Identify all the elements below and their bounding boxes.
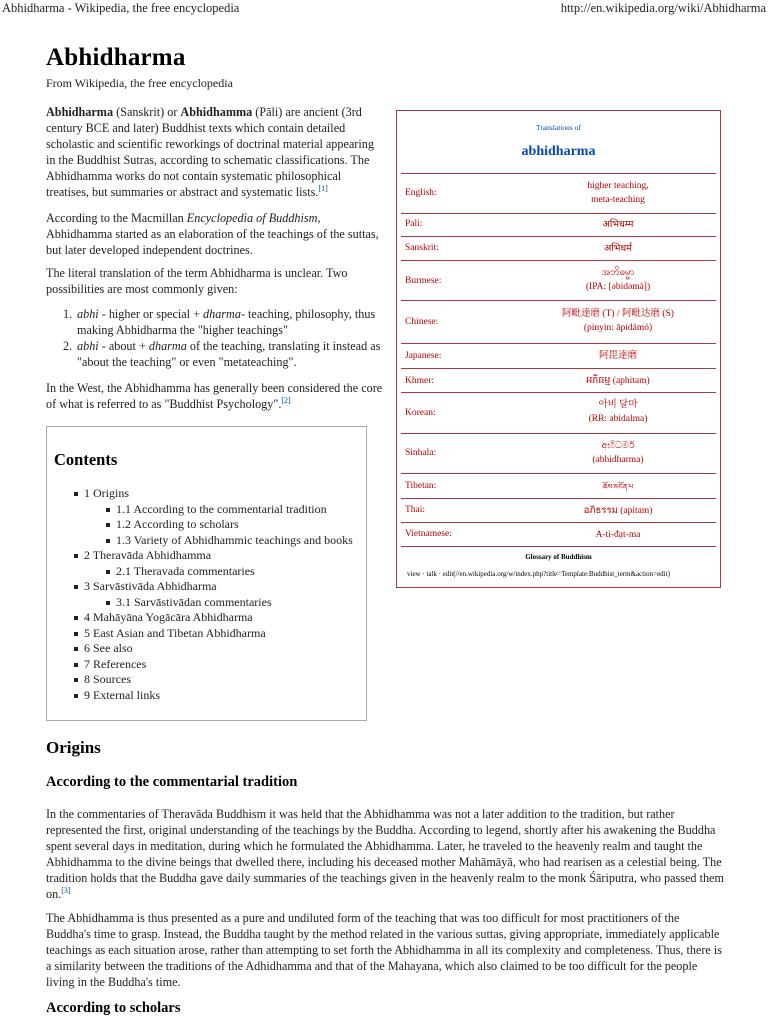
toc-link[interactable]: 4 Mahāyāna Yogācāra Abhidharma (84, 610, 253, 624)
toc-link[interactable]: 9 External links (84, 687, 160, 702)
toc-item-theravada[interactable] (47, 548, 353, 564)
row-key[interactable]: Korean: (405, 408, 436, 418)
ref-2-link[interactable]: [2] (281, 395, 291, 405)
toc-link[interactable]: 3 Sarvāstivāda Abhidharma (84, 579, 217, 593)
subsection-heading-commentarial: According to the commentarial tradition (46, 774, 298, 790)
row-value: อภิธรรม (apitam) (583, 506, 653, 516)
bullet-icon (106, 539, 110, 543)
infobox-row-korean (401, 392, 716, 434)
row-value: अभिधर्म (604, 244, 632, 254)
bullet-icon (106, 508, 110, 512)
commentarial-paragraph (46, 806, 726, 902)
ref-3-link[interactable]: [3] (61, 885, 71, 895)
translation-list (46, 306, 386, 370)
row-key[interactable]: Vietnamese: (405, 529, 452, 539)
list-term: dharma (148, 339, 187, 353)
toc-link[interactable]: 7 References (84, 656, 147, 671)
row-key[interactable]: Sinhala: (405, 448, 437, 458)
infobox-row-thai (401, 498, 716, 523)
ref-1-link[interactable]: [1] (318, 183, 328, 193)
infobox-row-english (401, 173, 716, 214)
toc-item-sources[interactable] (47, 672, 353, 688)
list-number: 2. (63, 339, 73, 353)
infobox-row-sanskrit (401, 236, 716, 261)
bullet-icon (74, 663, 78, 667)
vte-links[interactable]: view · talk · edit(//en.wikipedia.org/w/index.php?title=Template:Buddhist_term&action=edit) (407, 570, 670, 578)
row-key[interactable]: Khmer: (405, 376, 435, 386)
row-key[interactable]: Chinese: (405, 317, 439, 327)
tab-title: Abhidharma - Wikipedia, the free encyclopedia (2, 1, 240, 15)
row-key[interactable]: Sanskrit: (405, 243, 439, 253)
row-value: A-tì-đạt-ma (595, 530, 641, 540)
toc-item-sarvastivadan-commentaries[interactable] (47, 595, 353, 611)
toc-item-sarvastivada[interactable] (47, 579, 353, 595)
toc-item-commentarial[interactable] (47, 502, 353, 518)
row-key[interactable]: Pali: (405, 219, 423, 229)
row-value: အဘိဓမ္မာ (IPA: [əbidəmà]) (585, 268, 651, 292)
toc-link[interactable]: 6 See also (84, 641, 133, 655)
encyclopedia-link: Encyclopedia of Buddhism (186, 211, 318, 225)
list-text: of the teaching, translating it instead as "about the teaching" or even "metateaching". (77, 339, 381, 369)
infobox-row-burmese (401, 260, 716, 301)
bullet-icon (74, 694, 78, 698)
bullet-icon (106, 601, 110, 605)
infobox-row-vietnamese (401, 522, 716, 547)
macmillan-paragraph (46, 210, 386, 258)
row-key[interactable]: Thai: (405, 505, 426, 515)
toc-item-scholars[interactable] (47, 517, 353, 533)
term-abhidharma: Abhidharma (46, 105, 114, 119)
toc-link[interactable]: 5 East Asian and Tibetan Abhidharma (84, 625, 266, 640)
row-value: 阿毗達磨 (T) / 阿毗达磨 (S) (pinyin: āpídámó) (562, 309, 674, 333)
infobox-caption[interactable]: Translations of (536, 123, 581, 132)
page-title: Abhidharma (46, 44, 186, 71)
row-key[interactable]: English: (405, 188, 437, 198)
infobox-title[interactable]: abhidharma (521, 144, 596, 159)
west-text: In the West, the Abhidhamma has generally been considered the core of what is referred to as "Buddhist Psychology". (46, 381, 383, 411)
macmillan-text-2: , Abhidhamma started as an elaboration of the teachings of the suttas, but later developed independent doctrines. (46, 211, 379, 257)
row-value: 아비 달마 (RR: abidalma) (588, 400, 648, 424)
intro-paragraph (46, 104, 386, 200)
row-key[interactable]: Burmese: (405, 276, 442, 286)
list-text: - about + (98, 339, 149, 353)
bullet-icon (106, 570, 110, 574)
toc-item-origins[interactable] (47, 486, 353, 502)
row-key[interactable]: Japanese: (405, 351, 442, 361)
toc-link[interactable]: 2 Theravāda Abhidhamma (84, 548, 212, 562)
infobox-row-japanese (401, 343, 716, 369)
row-value: អភិធម្ម (aphitam) (586, 376, 650, 386)
bullet-icon (74, 678, 78, 682)
bullet-icon (106, 523, 110, 527)
infobox-row-khmer (401, 368, 716, 393)
list-item (46, 338, 386, 370)
toc-item-mahayana[interactable] (47, 610, 353, 626)
list-term: abhi (77, 307, 99, 321)
glossary-link[interactable]: Glossary of Buddhism (525, 553, 592, 561)
list-text: - higher or special + (98, 307, 204, 321)
toc-link[interactable]: 1.1 According to the commentarial tradition (116, 501, 327, 516)
row-value: අභිධර්ම (abhidharma) (592, 441, 644, 465)
term-abhidhamma: Abhidhamma (180, 105, 253, 119)
macmillan-text-1: According to the Macmillan (46, 211, 187, 225)
list-text: - teaching, philosophy, thus making Abhidharma the "higher teachings" (77, 307, 376, 337)
infobox-row-tibetan (401, 473, 716, 499)
west-paragraph (46, 380, 386, 412)
commentarial-text: In the commentaries of Theravāda Buddhism it was held that the Abhidhamma was not a later addition to the tradition, but rather represented the first, original understanding of the teachings by the Buddha. According to legend, shortly after his awakening the Buddha spent several days in meditation, during which he formulated the Abhidhamma. Later, he traveled to the heavenly realm and taught the Abhidhamma to the divine beings that dwelled there, including his deceased mother Mahāmāyā, who had rearisen as a celestial being. The tradition holds that the Buddha gave daily summaries of the teachings given in the heavenly realm to the monk Śāriputra, who passed them on. (46, 807, 724, 901)
subsection-heading-scholars: According to scholars (46, 1000, 181, 1016)
toc-link[interactable]: 1.3 Variety of Abhidhammic teachings and books (116, 532, 353, 547)
toc-item-east-asian[interactable] (47, 626, 353, 642)
page-url[interactable]: http://en.wikipedia.org/wiki/Abhidharma (560, 1, 766, 15)
bullet-icon (74, 616, 78, 620)
toc-item-see-also[interactable] (47, 641, 353, 657)
bullet-icon (74, 492, 78, 496)
translations-infobox (396, 110, 721, 588)
toc-item-references[interactable] (47, 657, 353, 673)
toc-item-theravada-commentaries[interactable] (47, 564, 353, 580)
toc-link[interactable]: 1 Origins (84, 486, 129, 500)
toc-link[interactable]: 3.1 Sarvāstivādan commentaries (116, 594, 272, 609)
list-item (46, 306, 386, 338)
toc-link[interactable]: 2.1 Theravada commentaries (116, 563, 255, 578)
section-heading-origins: Origins (46, 738, 101, 757)
infobox-row-sinhala (401, 433, 716, 474)
toc-title: Contents (54, 450, 118, 469)
intro-text-1: (Sanskrit) or (113, 105, 181, 119)
intro-text-2: (Pāli) are ancient (3rd century BCE and later) Buddhist texts which contain detailed scholastic and scientific reworkings of doctrinal material appearing in the Buddhist Sutras, according to schematic classifications. The Abhidhamma works do not contain systematic philosophical treatises, but summaries or abstract and systematic lists. (46, 105, 374, 199)
list-term: dharma (203, 307, 241, 321)
bullet-icon (74, 632, 78, 636)
bullet-icon (74, 554, 78, 558)
infobox-row-chinese (401, 300, 716, 344)
bullet-icon (74, 585, 78, 589)
page-subtitle: From Wikipedia, the free encyclopedia (46, 76, 233, 90)
toc-list (47, 486, 353, 703)
print-header (0, 0, 768, 16)
toc-item-variety[interactable] (47, 533, 353, 549)
toc-item-external-links[interactable] (47, 688, 353, 704)
infobox-row-pali (401, 213, 716, 237)
toc-link[interactable]: 1.2 According to scholars (116, 517, 239, 531)
bullet-icon (74, 647, 78, 651)
list-term: abhi (77, 339, 99, 353)
row-value: ཆོས་མངོན་པ (602, 483, 634, 491)
toc-link[interactable]: 8 Sources (84, 672, 131, 686)
list-number: 1. (63, 307, 73, 321)
translation-paragraph: The literal translation of the term Abhidharma is unclear. Two possibilities are most commonly given: (46, 266, 348, 296)
abhidhamma-paragraph: The Abhidhamma is thus presented as a pure and undiluted form of the teaching that was too difficult for most practitioners of the Buddha's time to grasp. Instead, the Buddha taught by the method related in the various suttas, giving appropriate, immediately applicable teachings as each situation arose, rather than attempting to set forth the Abhidhamma in all its complexity and completeness. Thus, there is a similarity between the traditions of the Adhidhamma and that of the Mahayana, which also claimed to be too difficult for the people living in the Buddha's time. (46, 911, 723, 989)
row-value: 阿毘達磨 (598, 351, 637, 361)
row-key[interactable]: Tibetan: (405, 481, 437, 491)
row-value: अभिधम्म (602, 220, 634, 230)
table-of-contents (46, 426, 367, 721)
infobox-divider (401, 546, 716, 547)
row-value: higher teaching, meta-teaching (587, 181, 649, 205)
